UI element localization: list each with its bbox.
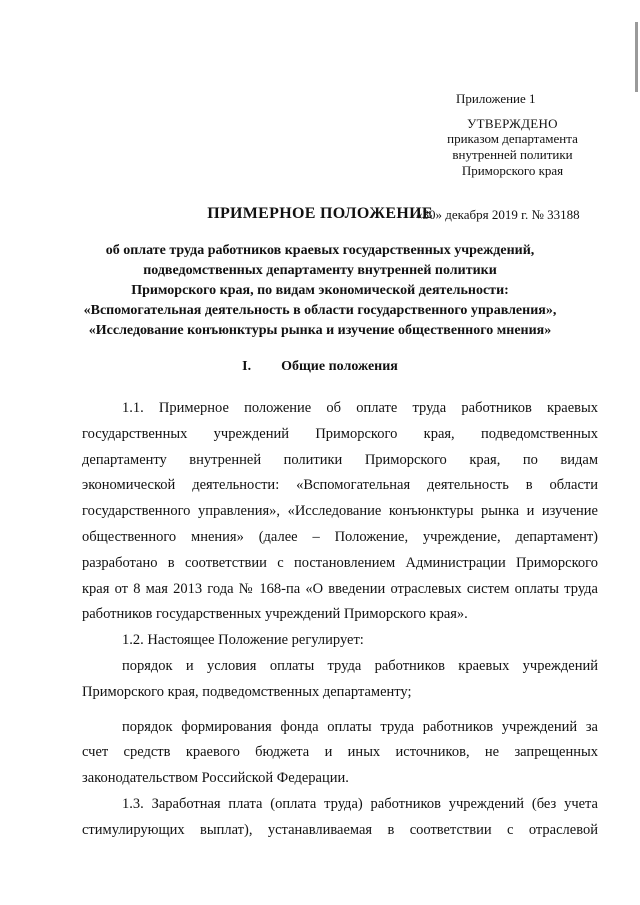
paragraph-line: порядок формирования фонда оплаты труда работников учреждений за	[122, 718, 598, 735]
document-title: ПРИМЕРНОЕ ПОЛОЖЕНИЕ	[207, 205, 433, 222]
section-title: Общие положения	[281, 359, 398, 374]
paragraph-line: разработано в соответствии с постановлением Администрации Приморского	[82, 554, 598, 571]
section-number: I.	[242, 359, 252, 374]
paragraph-line: работников государственных учреждений Приморского края».	[82, 606, 468, 623]
subtitle-line: Приморского края, по видам экономической деятельности:	[131, 283, 509, 298]
paragraph-line: департаменту внутренней политики Приморского края, по видам	[82, 451, 598, 468]
order-line: внутренней политики	[452, 147, 573, 162]
paragraph-line: края от 8 мая 2013 года № 168-па «О введении отраслевых систем оплаты труда	[82, 580, 598, 597]
order-line: приказом департамента	[447, 131, 578, 146]
approved-label: УТВЕРЖДЕНО	[467, 116, 558, 131]
paragraph-line: 1.2. Настоящее Положение регулирует:	[122, 632, 364, 649]
paragraph-line: Приморского края, подведомственных департаменту;	[82, 683, 412, 700]
subtitle-line: «Исследование конъюнктуры рынка и изучение общественного мнения»	[88, 323, 552, 338]
order-date: «30» декабря 2019 г. № 33188	[416, 207, 580, 222]
subtitle-line: «Вспомогательная деятельность в области государственного управления»,	[83, 303, 557, 318]
paragraph-line: счет средств краевого бюджета и иных источников, не запрещенных	[82, 744, 598, 761]
order-line: Приморского края	[461, 163, 564, 178]
document-subtitle	[60, 241, 580, 341]
paragraph-line: порядок и условия оплаты труда работников краевых учреждений	[122, 657, 598, 674]
subtitle-line: подведомственных департаменту внутренней политики	[143, 263, 497, 278]
paragraph-line: законодательством Российской Федерации.	[82, 770, 349, 787]
paragraph-line: государственных учреждений Приморского края, подведомственных	[82, 425, 598, 442]
scan-edge-mark	[635, 22, 638, 92]
section-heading	[0, 359, 640, 375]
paragraph-line: 1.3. Заработная плата (оплата труда) работников учреждений (без учета	[122, 795, 598, 812]
paragraph-line: общественного мнения» (далее – Положение, учреждение, департамент)	[82, 528, 598, 545]
paragraph-line: государственного управления», «Исследование конъюнктуры рынка и изучение	[82, 503, 598, 520]
paragraph-line: экономической деятельности: «Вспомогательная деятельность в области	[82, 477, 598, 494]
subtitle-line: об оплате труда работников краевых государственных учреждений,	[105, 243, 535, 258]
appendix-label: Приложение 1	[456, 91, 536, 106]
paragraph-line: 1.1. Примерное положение об оплате труда работников краевых	[122, 400, 598, 416]
document-body	[82, 396, 598, 844]
paragraph-line: стимулирующих выплат), устанавливаемая в соответствии с отраслевой	[82, 821, 598, 838]
